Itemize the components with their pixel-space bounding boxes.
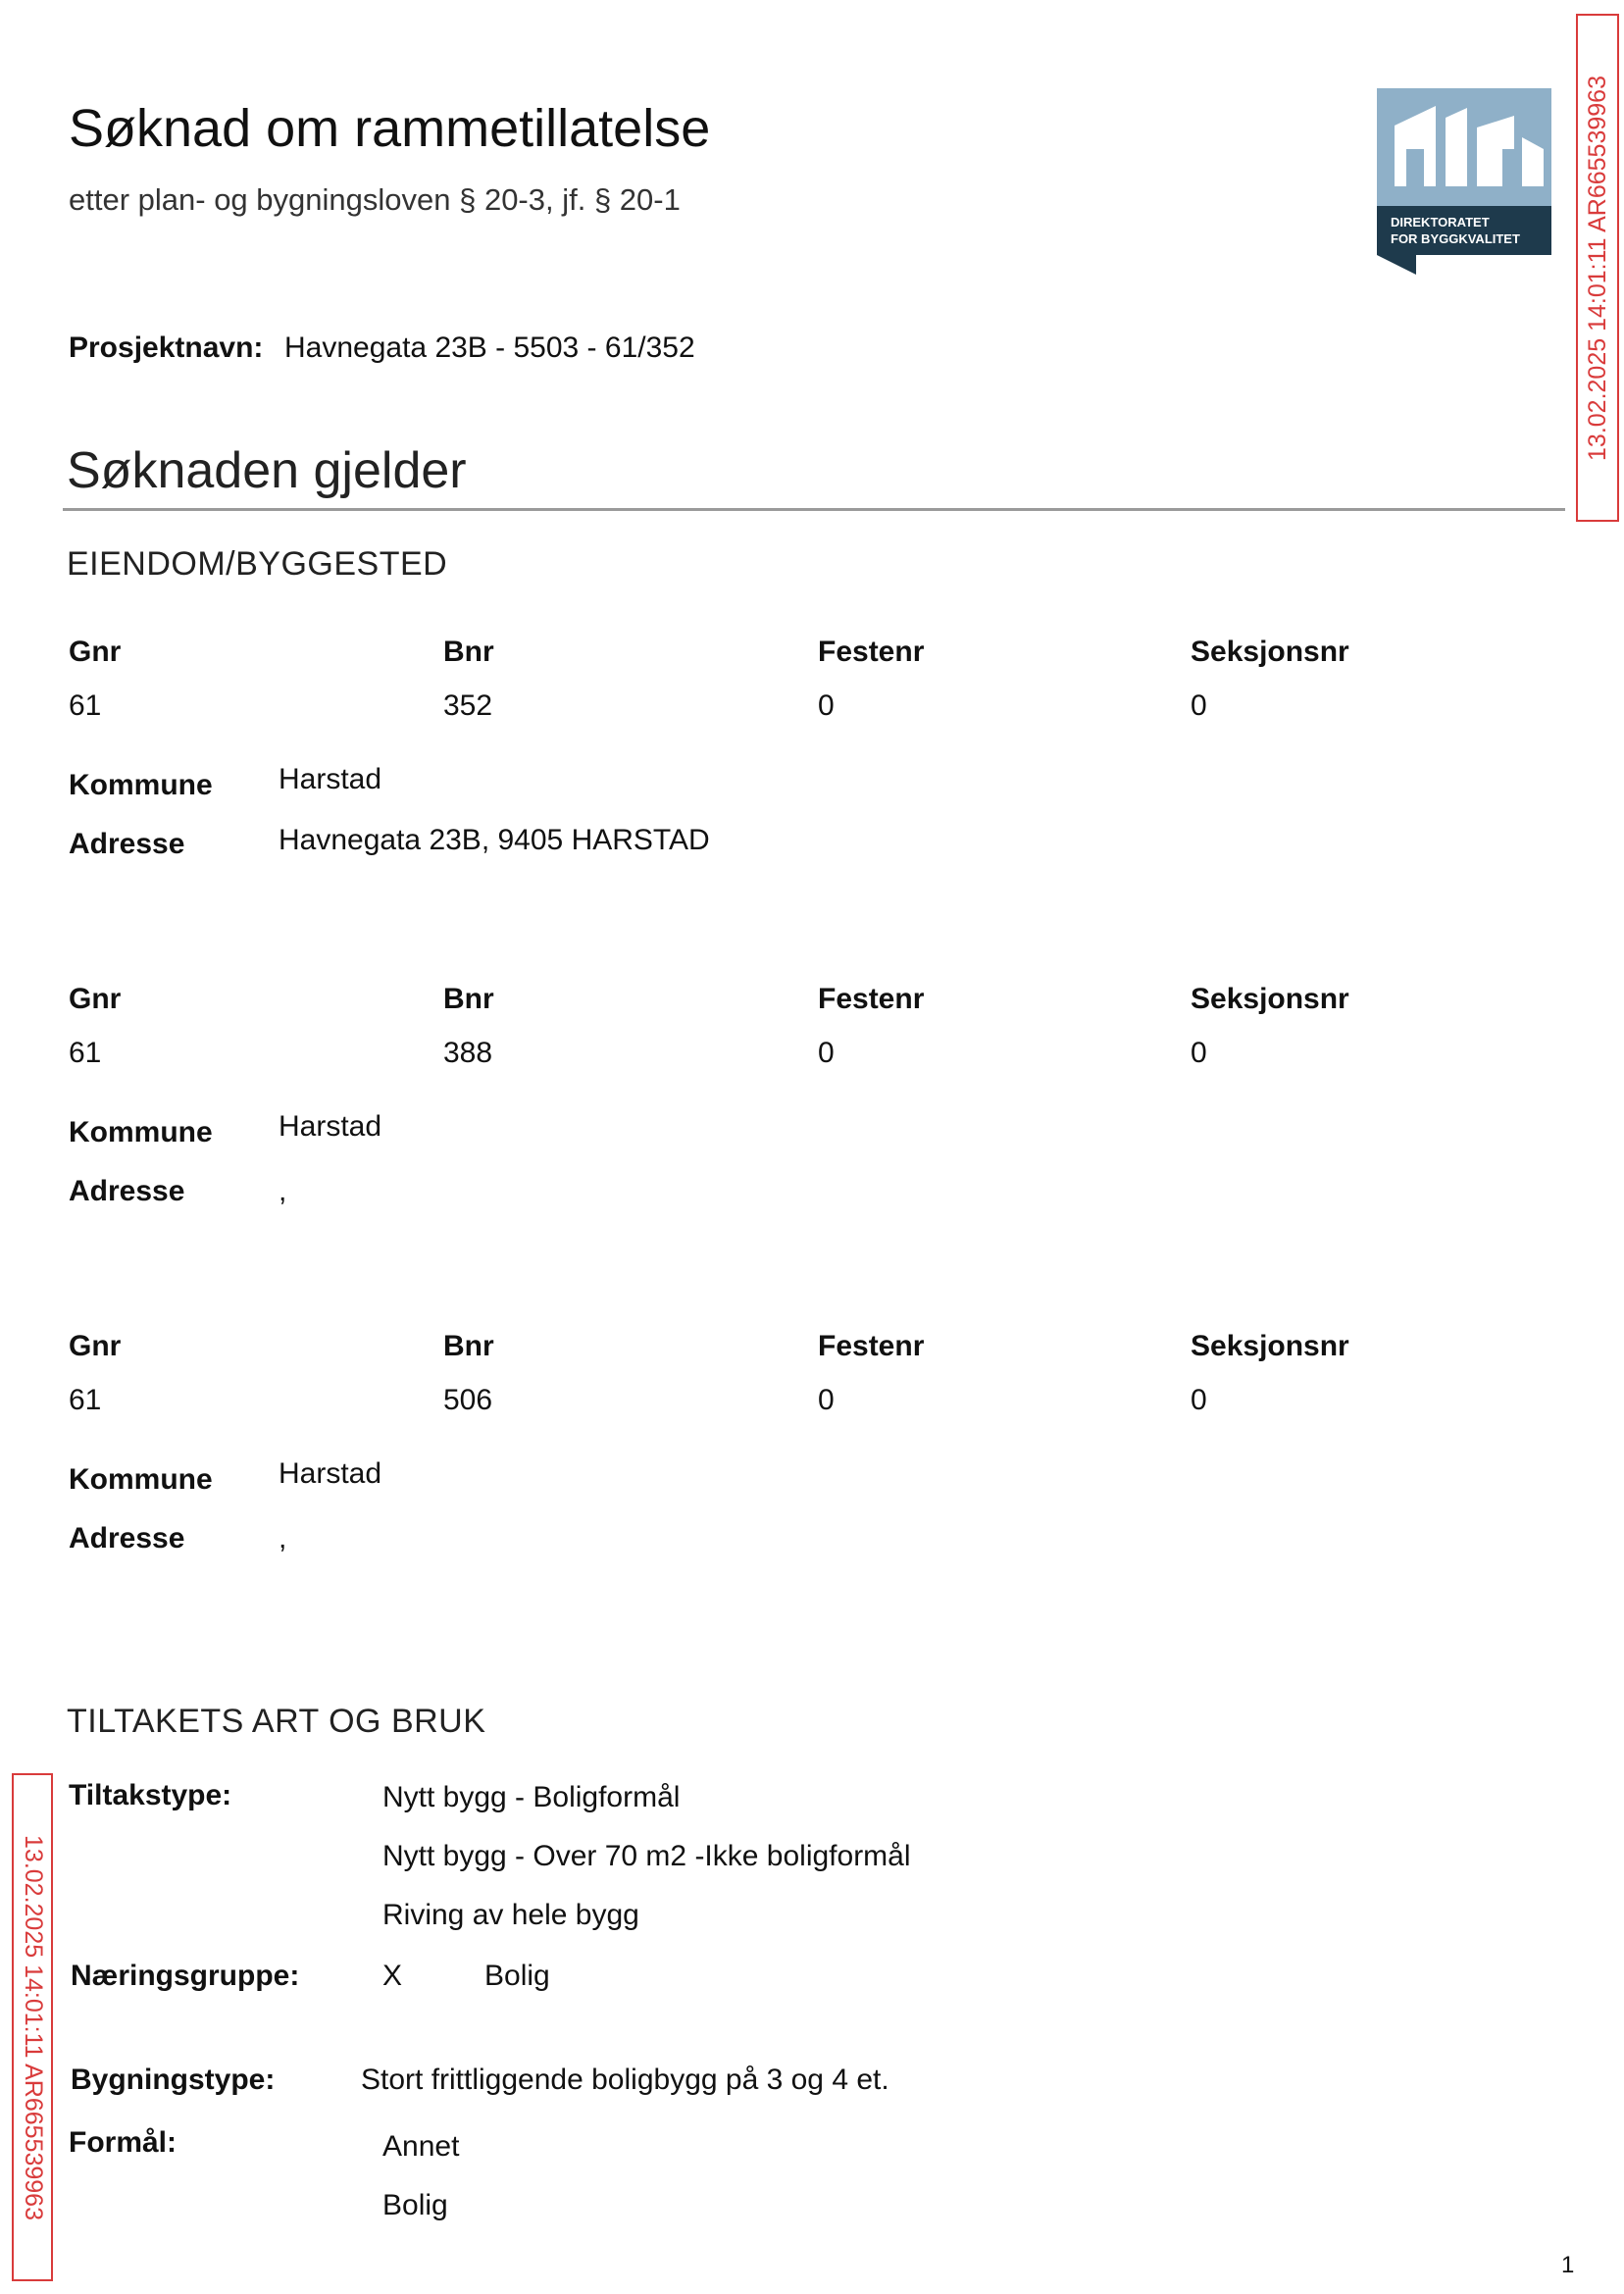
seksjonsnr-value: 0 xyxy=(1191,689,1207,722)
naeringsgruppe-code: X xyxy=(382,1960,403,1992)
page-number: 1 xyxy=(1561,2252,1575,2278)
bnr-value: 352 xyxy=(443,689,493,722)
section-divider xyxy=(63,508,1565,511)
festenr-label: Festenr xyxy=(818,636,925,668)
adresse-value: , xyxy=(279,1522,287,1555)
bnr-label: Bnr xyxy=(443,1330,494,1362)
naeringsgruppe-value: Bolig xyxy=(484,1960,550,1992)
stamp-text: 13.02.2025 14:01:11 AR665539963 xyxy=(19,1834,47,2220)
kommune-label: Kommune xyxy=(69,1116,213,1148)
tiltakstype-value: Riving av hele bygg xyxy=(382,1899,639,1931)
property-heading: EIENDOM/BYGGESTED xyxy=(67,545,448,583)
adresse-label: Adresse xyxy=(69,1175,185,1207)
festenr-label: Festenr xyxy=(818,983,925,1015)
gnr-label: Gnr xyxy=(69,1330,122,1362)
tiltakstype-value: Nytt bygg - Boligformål xyxy=(382,1781,681,1813)
dibk-logo xyxy=(1377,88,1551,275)
adresse-label: Adresse xyxy=(69,1522,185,1555)
kommune-value: Harstad xyxy=(279,763,382,795)
festenr-value: 0 xyxy=(818,689,835,722)
gnr-value: 61 xyxy=(69,689,102,722)
bygningstype-value: Stort frittliggende boligbygg på 3 og 4 et. xyxy=(361,2064,889,2096)
registration-stamp-top xyxy=(1576,14,1619,522)
tiltakstype-label: Tiltakstype: xyxy=(69,1779,232,1811)
gnr-value: 61 xyxy=(69,1384,102,1416)
project-name-label: Prosjektnavn: xyxy=(69,331,264,364)
bnr-value: 506 xyxy=(443,1384,493,1416)
festenr-value: 0 xyxy=(818,1384,835,1416)
seksjonsnr-label: Seksjonsnr xyxy=(1191,983,1349,1015)
gnr-label: Gnr xyxy=(69,983,122,1015)
logo-line-2: FOR BYGGKVALITET xyxy=(1391,231,1520,246)
logo-line-1: DIREKTORATET xyxy=(1391,215,1490,229)
section-title: Søknaden gjelder xyxy=(67,442,467,499)
kommune-label: Kommune xyxy=(69,1463,213,1496)
gnr-label: Gnr xyxy=(69,636,122,668)
kommune-value: Harstad xyxy=(279,1110,382,1143)
seksjonsnr-label: Seksjonsnr xyxy=(1191,636,1349,668)
tiltakstype-value: Nytt bygg - Over 70 m2 -Ikke boligformål xyxy=(382,1840,911,1872)
seksjonsnr-label: Seksjonsnr xyxy=(1191,1330,1349,1362)
bygningstype-label: Bygningstype: xyxy=(71,2064,276,2096)
naeringsgruppe-label: Næringsgruppe: xyxy=(71,1960,300,1992)
kommune-label: Kommune xyxy=(69,769,213,801)
formal-value: Annet xyxy=(382,2130,460,2163)
stamp-text: 13.02.2025 14:01:11 AR665539963 xyxy=(1583,75,1611,461)
bnr-label: Bnr xyxy=(443,636,494,668)
adresse-value: , xyxy=(279,1175,287,1207)
kommune-value: Harstad xyxy=(279,1457,382,1490)
bnr-label: Bnr xyxy=(443,983,494,1015)
formal-value: Bolig xyxy=(382,2189,448,2221)
tiltak-heading: TILTAKETS ART OG BRUK xyxy=(67,1703,486,1740)
document-subtitle: etter plan- og bygningsloven § 20-3, jf. § 20-1 xyxy=(69,182,681,217)
festenr-value: 0 xyxy=(818,1037,835,1069)
formal-label: Formål: xyxy=(69,2126,178,2159)
adresse-value: Havnegata 23B, 9405 HARSTAD xyxy=(279,824,710,856)
bnr-value: 388 xyxy=(443,1037,493,1069)
seksjonsnr-value: 0 xyxy=(1191,1037,1207,1069)
adresse-label: Adresse xyxy=(69,828,185,860)
document-title: Søknad om rammetillatelse xyxy=(69,99,711,158)
registration-stamp-bottom xyxy=(12,1773,53,2281)
gnr-value: 61 xyxy=(69,1037,102,1069)
festenr-label: Festenr xyxy=(818,1330,925,1362)
project-name-value: Havnegata 23B - 5503 - 61/352 xyxy=(284,331,695,364)
seksjonsnr-value: 0 xyxy=(1191,1384,1207,1416)
